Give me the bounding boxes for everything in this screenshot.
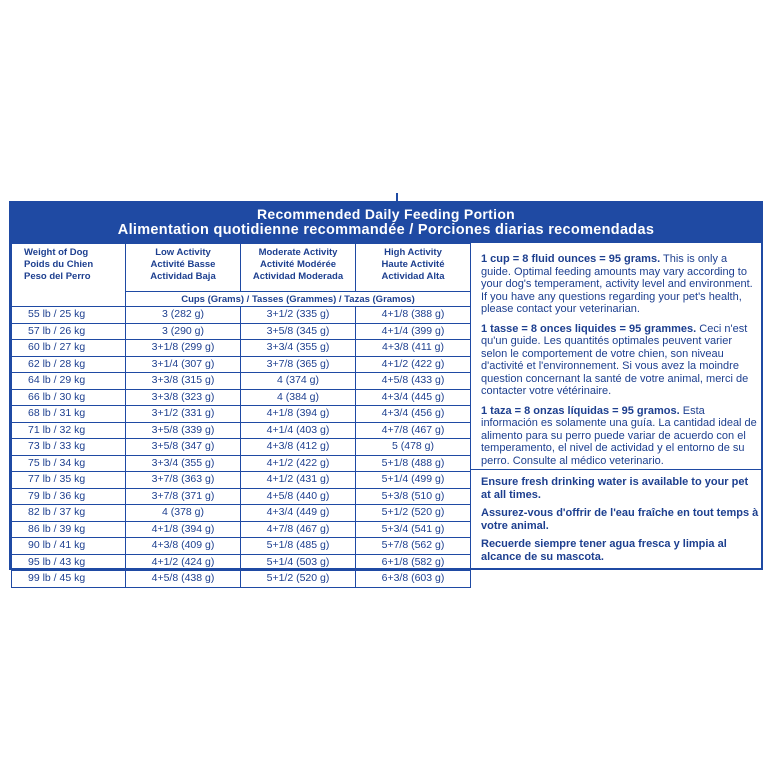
portion-cell: 5+1/4 (499 g) bbox=[356, 472, 471, 489]
note-spanish-bold: 1 taza = 8 onzas líquidas = 95 gramos. bbox=[481, 404, 680, 417]
portion-cell: 4+1/8 (388 g) bbox=[356, 307, 471, 324]
weight-cell: 77 lb / 35 kg bbox=[12, 472, 126, 489]
table-body bbox=[12, 307, 471, 588]
low-activity-fr: Activité Basse bbox=[150, 259, 216, 270]
table-row bbox=[12, 554, 471, 571]
portion-cell: 3 (282 g) bbox=[126, 307, 241, 324]
info-column bbox=[470, 243, 762, 568]
water-english: Ensure fresh drinking water is available to your pet at all times. bbox=[481, 476, 749, 501]
water-notes bbox=[481, 476, 759, 569]
table-row bbox=[12, 538, 471, 555]
portion-cell: 5+3/4 (541 g) bbox=[356, 521, 471, 538]
portion-cell: 5+7/8 (562 g) bbox=[356, 538, 471, 555]
table-row bbox=[12, 488, 471, 505]
portion-cell: 4 (384 g) bbox=[241, 389, 356, 406]
portion-cell: 4 (378 g) bbox=[126, 505, 241, 522]
portion-cell: 5+1/2 (520 g) bbox=[241, 571, 356, 588]
low-activity-es: Actividad Baja bbox=[150, 271, 216, 282]
weight-cell: 62 lb / 28 kg bbox=[12, 356, 126, 373]
weight-header bbox=[12, 244, 126, 307]
portion-cell: 3+1/4 (307 g) bbox=[126, 356, 241, 373]
portion-cell: 3+3/8 (315 g) bbox=[126, 373, 241, 390]
portion-cell: 3+7/8 (365 g) bbox=[241, 356, 356, 373]
portion-cell: 4+1/8 (394 g) bbox=[241, 406, 356, 423]
weight-cell: 95 lb / 43 kg bbox=[12, 554, 126, 571]
portion-cell: 5+3/8 (510 g) bbox=[356, 488, 471, 505]
table-row bbox=[12, 373, 471, 390]
portion-cell: 4 (374 g) bbox=[241, 373, 356, 390]
portion-cell: 4+3/8 (412 g) bbox=[241, 439, 356, 456]
water-french: Assurez-vous d'offrir de l'eau fraîche en tout temps à votre animal. bbox=[481, 507, 759, 532]
table-row bbox=[12, 505, 471, 522]
portion-cell: 4+1/2 (422 g) bbox=[356, 356, 471, 373]
portion-cell: 3+5/8 (339 g) bbox=[126, 422, 241, 439]
low-activity-en: Low Activity bbox=[155, 247, 211, 258]
feeding-panel bbox=[9, 201, 763, 585]
portion-cell: 3+3/4 (355 g) bbox=[126, 455, 241, 472]
units-header: Cups (Grams) / Tasses (Grammes) / Tazas (Gramos) bbox=[126, 292, 471, 307]
portion-cell: 5+1/2 (520 g) bbox=[356, 505, 471, 522]
portion-cell: 4+3/8 (409 g) bbox=[126, 538, 241, 555]
portion-cell: 3+7/8 (363 g) bbox=[126, 472, 241, 489]
portion-cell: 3+3/4 (355 g) bbox=[241, 340, 356, 357]
weight-header-en: Weight of Dog bbox=[24, 247, 89, 258]
weight-cell: 75 lb / 34 kg bbox=[12, 455, 126, 472]
moderate-activity-en: Moderate Activity bbox=[258, 247, 338, 258]
portion-cell: 3+1/8 (299 g) bbox=[126, 340, 241, 357]
weight-cell: 64 lb / 29 kg bbox=[12, 373, 126, 390]
note-french bbox=[481, 323, 759, 398]
weight-header-fr: Poids du Chien bbox=[24, 259, 94, 270]
note-english bbox=[481, 253, 759, 316]
note-spanish-text: Esta información es solamente una guía. La cantidad ideal de alimento para su perro puede variar de acuerdo con el temperamento, el nivel de actividad y el entorno de su perro. Consulte al médico veterinario. bbox=[481, 404, 757, 467]
weight-cell: 71 lb / 32 kg bbox=[12, 422, 126, 439]
feeding-table bbox=[11, 243, 471, 588]
table-row bbox=[12, 521, 471, 538]
portion-cell: 6+3/8 (603 g) bbox=[356, 571, 471, 588]
table-row bbox=[12, 323, 471, 340]
low-activity-header bbox=[126, 244, 241, 292]
weight-cell: 66 lb / 30 kg bbox=[12, 389, 126, 406]
table-row bbox=[12, 571, 471, 588]
portion-cell: 3+1/2 (331 g) bbox=[126, 406, 241, 423]
weight-cell: 79 lb / 36 kg bbox=[12, 488, 126, 505]
high-activity-header bbox=[356, 244, 471, 292]
table-row bbox=[12, 307, 471, 324]
table-row bbox=[12, 340, 471, 357]
portion-cell: 6+1/8 (582 g) bbox=[356, 554, 471, 571]
weight-cell: 90 lb / 41 kg bbox=[12, 538, 126, 555]
moderate-activity-fr: Activité Modérée bbox=[259, 259, 337, 270]
portion-cell: 4+7/8 (467 g) bbox=[241, 521, 356, 538]
note-spanish bbox=[481, 405, 759, 468]
weight-cell: 60 lb / 27 kg bbox=[12, 340, 126, 357]
portion-cell: 3+3/8 (323 g) bbox=[126, 389, 241, 406]
title-english: Recommended Daily Feeding Portion bbox=[256, 206, 516, 222]
portion-cell: 4+7/8 (467 g) bbox=[356, 422, 471, 439]
table-row bbox=[12, 406, 471, 423]
portion-cell: 5+1/8 (488 g) bbox=[356, 455, 471, 472]
portion-cell: 4+1/2 (431 g) bbox=[241, 472, 356, 489]
table-row bbox=[12, 389, 471, 406]
weight-cell: 86 lb / 39 kg bbox=[12, 521, 126, 538]
weight-cell: 57 lb / 26 kg bbox=[12, 323, 126, 340]
info-divider bbox=[471, 469, 762, 470]
table-row bbox=[12, 422, 471, 439]
weight-header-es: Peso del Perro bbox=[24, 271, 91, 282]
moderate-activity-es: Actividad Moderada bbox=[252, 271, 344, 282]
portion-cell: 4+5/8 (440 g) bbox=[241, 488, 356, 505]
portion-cell: 5 (478 g) bbox=[356, 439, 471, 456]
moderate-activity-header bbox=[241, 244, 356, 292]
portion-cell: 4+3/4 (456 g) bbox=[356, 406, 471, 423]
high-activity-fr: Haute Activité bbox=[381, 259, 445, 270]
weight-cell: 68 lb / 31 kg bbox=[12, 406, 126, 423]
weight-cell: 82 lb / 37 kg bbox=[12, 505, 126, 522]
high-activity-es: Actividad Alta bbox=[381, 271, 445, 282]
portion-cell: 4+1/2 (422 g) bbox=[241, 455, 356, 472]
portion-cell: 5+1/4 (503 g) bbox=[241, 554, 356, 571]
portion-cell: 3 (290 g) bbox=[126, 323, 241, 340]
measurement-notes bbox=[481, 253, 759, 474]
portion-cell: 5+1/8 (485 g) bbox=[241, 538, 356, 555]
note-english-bold: 1 cup = 8 fluid ounces = 95 grams. bbox=[481, 253, 661, 265]
high-activity-en: High Activity bbox=[384, 247, 442, 258]
weight-cell: 73 lb / 33 kg bbox=[12, 439, 126, 456]
portion-cell: 3+5/8 (345 g) bbox=[241, 323, 356, 340]
title-french-spanish: Alimentation quotidienne recommandée / Porciones diarias recomendadas bbox=[117, 222, 655, 238]
portion-cell: 3+7/8 (371 g) bbox=[126, 488, 241, 505]
portion-cell: 4+3/8 (411 g) bbox=[356, 340, 471, 357]
note-english-text: This is only a guide. Optimal feeding amounts may vary according to your dog's temperament, activity level and environment. If you have any questions regarding your pet's health, please contact your veterinarian. bbox=[481, 253, 753, 315]
weight-cell: 55 lb / 25 kg bbox=[12, 307, 126, 324]
portion-cell: 4+1/8 (394 g) bbox=[126, 521, 241, 538]
portion-cell: 3+5/8 (347 g) bbox=[126, 439, 241, 456]
portion-cell: 4+5/8 (438 g) bbox=[126, 571, 241, 588]
portion-cell: 4+3/4 (445 g) bbox=[356, 389, 471, 406]
table-row bbox=[12, 472, 471, 489]
portion-cell: 4+3/4 (449 g) bbox=[241, 505, 356, 522]
panel-header bbox=[11, 203, 761, 243]
portion-cell: 4+1/2 (424 g) bbox=[126, 554, 241, 571]
portion-cell: 3+1/2 (335 g) bbox=[241, 307, 356, 324]
portion-cell: 4+5/8 (433 g) bbox=[356, 373, 471, 390]
table-row bbox=[12, 455, 471, 472]
table-row bbox=[12, 356, 471, 373]
note-french-text: Ceci n'est qu'un guide. Les quantités optimales peuvent varier selon le comportement de votre chien, son niveau d'activité et l'environnement. Si vous avez la moindre question concernant la santé de votre animal, merci de contacter votre vétérinaire. bbox=[481, 322, 749, 397]
weight-cell: 99 lb / 45 kg bbox=[12, 571, 126, 588]
portion-cell: 4+1/4 (399 g) bbox=[356, 323, 471, 340]
table-row bbox=[12, 439, 471, 456]
note-french-bold: 1 tasse = 8 onces liquides = 95 grammes. bbox=[481, 322, 697, 335]
portion-cell: 4+1/4 (403 g) bbox=[241, 422, 356, 439]
water-spanish: Recuerde siempre tener agua fresca y limpia al alcance de su mascota. bbox=[481, 538, 727, 563]
